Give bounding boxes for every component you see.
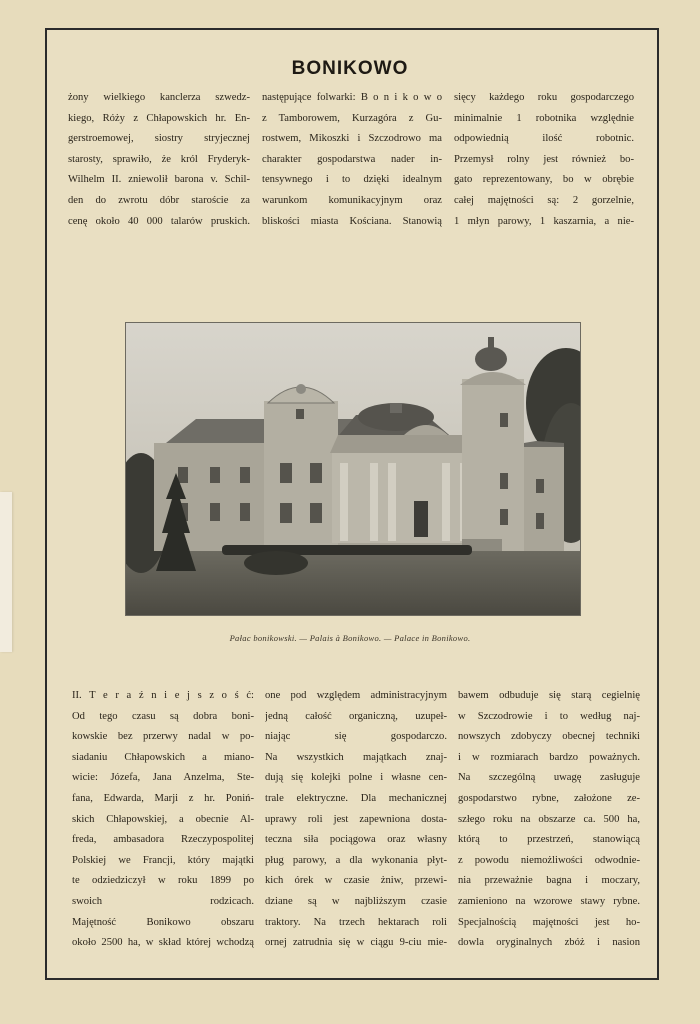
text-line: charakter gospodarstwa nader in-: [262, 153, 442, 165]
text-line: fana, Edwarda, Marji z hr. Poniń-: [72, 792, 254, 804]
text-line: Od tego czasu są dobra boni-: [72, 710, 254, 722]
text-line: bliskości miasta Kościana. Stanowią: [262, 215, 442, 227]
text-line: dują się kolejki polne i własne cen-: [265, 772, 447, 784]
bottom-column-3: [458, 686, 640, 954]
top-column-2: [262, 88, 442, 232]
text-line: minimalnie 1 robotnika względnie: [454, 112, 634, 124]
text-line: starosty, sprawiło, że król Fryderyk-: [68, 153, 250, 165]
text-line: rostwem, Mikoszki i Szczodrowo ma: [262, 133, 442, 145]
text-line: którą to przestrzeń, stanowiącą: [458, 834, 640, 846]
text-line: około 2500 ha, w skład której wchodzą: [72, 937, 254, 949]
text-line: Wilhelm II. zniewolił barona v. Schil-: [68, 174, 250, 186]
text-line: odpowiednią ilość robotnic.: [454, 133, 634, 145]
text-line: Polskiej we Francji, który majątki: [72, 854, 254, 866]
text-line: gospodarstwo rybne, założone ze-: [458, 792, 640, 804]
text-line: nia przeważnie bagna i moczary,: [458, 875, 640, 887]
text-line: freda, ambasadora Rzeczypospolitej: [72, 834, 254, 846]
text-line: warunkom komunikacyjnym oraz: [262, 194, 442, 206]
paper-tab-edge: [0, 492, 12, 652]
text-line: szłego roku na obszarze ca. 500 ha,: [458, 813, 640, 825]
text-line: II. T e r a ź n i e j s z o ś ć:: [72, 690, 254, 701]
text-line: zamieniono na wzorowe stawy rybne.: [458, 895, 640, 907]
palace-photograph: [125, 322, 581, 616]
photo-caption: Pałac bonikowski. — Palais à Bonikowo. — Palace in Bonikowo.: [229, 633, 471, 643]
text-line: bawem odbuduje się starą cegielnię: [458, 690, 640, 701]
text-line: skich Chłapowskiej, a obecnie Al-: [72, 813, 254, 825]
text-line: siadaniu Chłapowskich a miano-: [72, 751, 254, 763]
text-line: cenę około 40 000 talarów pruskich.: [68, 215, 250, 227]
text-line: te odziedziczył w roku 1899 po: [72, 875, 254, 887]
text-line: pług parowy, a dla wykonania płyt-: [265, 854, 447, 866]
text-line: trale elektryczne. Dla mechanicznej: [265, 792, 447, 804]
text-line: one pod względem administracyjnym: [265, 690, 447, 701]
text-line: dowla oryginalnych zbóż i nasion: [458, 937, 640, 949]
bottom-column-2: [265, 686, 447, 954]
text-line: kowskie bez przerwy nadal w po-: [72, 731, 254, 743]
text-line: dziane są w najbliższym czasie: [265, 895, 447, 907]
text-line: gerstroemowej, siostry stryjecznej: [68, 133, 250, 145]
text-line: jedną całość organiczną, uzupeł-: [265, 710, 447, 722]
text-line: z Tamborowem, Kurzagóra z Gu-: [262, 112, 442, 124]
text-line: tensywnego i to dzięki idealnym: [262, 174, 442, 186]
text-line: kiego, Róży z Chłapowskich hr. En-: [68, 112, 250, 124]
text-line: z powodu niemożliwości odwodnie-: [458, 854, 640, 866]
text-line: uprawy roli jest zapewniona dosta-: [265, 813, 447, 825]
text-line: gato reprezentowany, bo w obrębie: [454, 174, 634, 186]
palace-illustration: [126, 323, 581, 616]
text-line: nowszych zdobyczy obecnej techniki: [458, 731, 640, 743]
text-line: 1 młyn parowy, 1 kaszarnia, a nie-: [454, 215, 634, 227]
text-line: całej majętności są: 2 gorzelnie,: [454, 194, 634, 206]
top-column-3: [454, 88, 634, 232]
text-line: Specjalnością majętności jest ho-: [458, 916, 640, 928]
text-line: następujące folwarki: B o n i k o w o: [262, 92, 442, 103]
top-column-1: [68, 88, 250, 232]
text-line: kich órek w czasie żniw, przewi-: [265, 875, 447, 887]
text-line: swoich rodzicach.: [72, 895, 254, 907]
text-line: Na wszystkich majątkach znaj-: [265, 751, 447, 763]
text-line: den do zwrotu dóbr staroście za: [68, 194, 250, 206]
text-line: traktory. Na trzech hektarach roli: [265, 916, 447, 928]
text-line: Majętność Bonikowo obszaru: [72, 916, 254, 928]
text-line: w Szczodrowie i to według naj-: [458, 710, 640, 722]
text-line: sięcy każdego roku gospodarczego: [454, 92, 634, 103]
bottom-column-1: [72, 686, 254, 954]
page-title: BONIKOWO: [291, 58, 409, 79]
text-line: żony wielkiego kanclerza szwedz-: [68, 92, 250, 103]
text-line: wicie: Józefa, Jana Anzelma, Ste-: [72, 772, 254, 784]
text-line: ornej zatrudnia się w ciągu 9-ciu mie-: [265, 937, 447, 949]
text-line: Przemysł rolny jest również bo-: [454, 153, 634, 165]
text-line: Na szczególną uwagę zasługuje: [458, 772, 640, 784]
text-line: i w rozmiarach bardzo poważnych.: [458, 751, 640, 763]
text-line: niając się gospodarczo.: [265, 731, 447, 743]
text-line: teczna siła pociągowa oraz własny: [265, 834, 447, 846]
